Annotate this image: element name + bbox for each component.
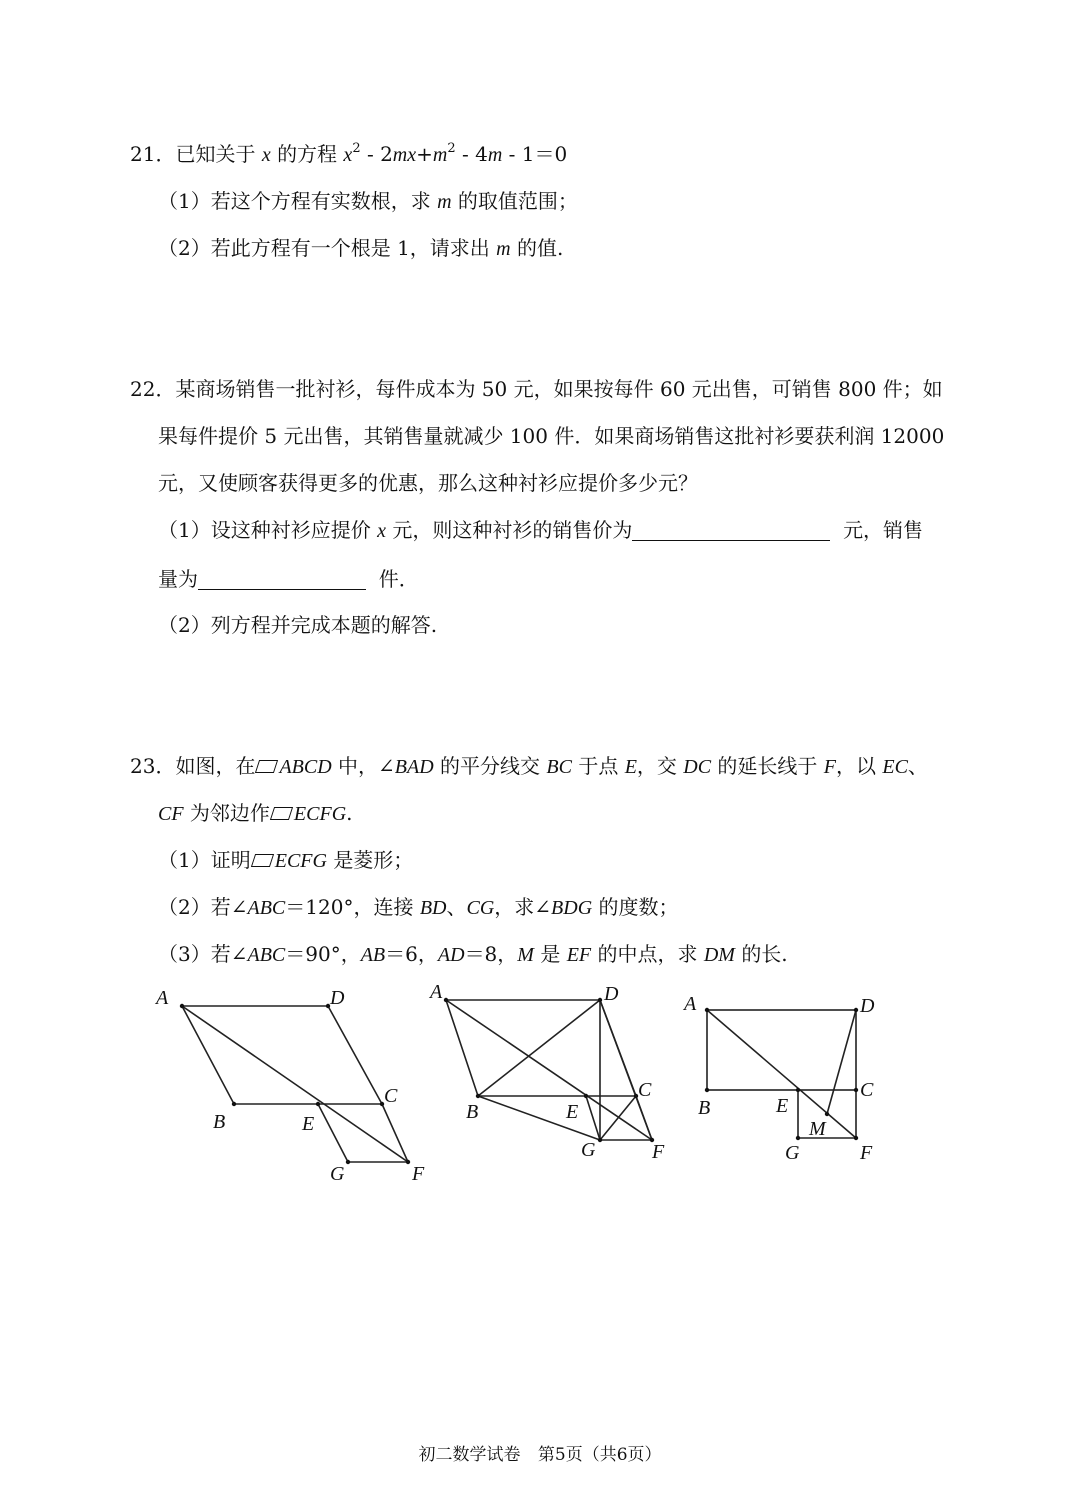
parallelogram-symbol bbox=[255, 760, 278, 773]
q23-part1: （1）证明 ECFG 是菱形； bbox=[158, 848, 414, 872]
q21-number: 21． bbox=[130, 142, 176, 166]
sale-price-blank[interactable] bbox=[632, 520, 830, 541]
page-footer bbox=[0, 1440, 1080, 1465]
parallelogram-abcd bbox=[446, 1000, 636, 1096]
label-e: E bbox=[566, 1101, 579, 1123]
label-f: F bbox=[860, 1142, 873, 1164]
q23-stem-line1: 23．如图，在 ABCD 中，∠BAD 的平分线交 BC 于点 E，交 DC 的延长线于 F，以 EC、 bbox=[130, 754, 928, 778]
label-b: B bbox=[213, 1111, 226, 1133]
bisector-af bbox=[182, 1006, 408, 1162]
label-e: E bbox=[776, 1095, 789, 1117]
figure-2 bbox=[425, 980, 675, 1174]
label-d: D bbox=[604, 983, 619, 1005]
q23-part3: （3）若∠ABC＝90°，AB＝6，AD＝8，M 是 EF 的中点，求 DM 的长. bbox=[158, 942, 788, 966]
segment-cg bbox=[600, 1096, 636, 1140]
q22-stem-line1: 22．某商场销售一批衬衫，每件成本为 50 元，如果按每件 60 元出售，可销售 800 件；如 bbox=[130, 377, 943, 401]
segment-cf bbox=[636, 1096, 652, 1140]
figure-1 bbox=[150, 980, 440, 1194]
label-e: E bbox=[302, 1113, 315, 1135]
label-d: D bbox=[860, 995, 875, 1017]
q23-part2: （2）若∠ABC＝120°，连接 BD、CG，求∠BDG 的度数； bbox=[158, 895, 679, 919]
figure-3-svg bbox=[680, 985, 890, 1165]
q21-equation: $x^2 - 2mx+m^2 - 4m - 1=0$ bbox=[343, 141, 568, 166]
label-a: A bbox=[684, 993, 697, 1015]
label-m: M bbox=[809, 1118, 826, 1140]
label-g: G bbox=[581, 1139, 596, 1161]
q22-stem-line2: 果每件提价 5 元出售，其销售量就减少 100 件．如果商场销售这批衬衫要获利润 12000 bbox=[158, 424, 945, 448]
bisector-af bbox=[707, 1010, 856, 1138]
q23-stem-line2: CF 为邻边作 ECFG. bbox=[158, 801, 353, 825]
segment-eg bbox=[318, 1104, 348, 1162]
diagonal-bd bbox=[478, 1000, 600, 1096]
parallelogram-symbol bbox=[251, 854, 274, 867]
parallelogram-symbol bbox=[270, 807, 293, 820]
label-a: A bbox=[430, 981, 443, 1003]
label-d: D bbox=[330, 987, 345, 1009]
footer-title: 初二数学试卷 bbox=[418, 1445, 521, 1465]
label-c: C bbox=[860, 1079, 874, 1101]
q21-part1: （1）若这个方程有实数根，求 m 的取值范围； bbox=[158, 189, 578, 213]
figure-2-svg bbox=[425, 980, 675, 1170]
q22-part1: （1）设这种衬衫应提价 x 元，则这种衬衫的销售价为 元，销售 bbox=[158, 518, 924, 542]
figure-3 bbox=[680, 985, 890, 1169]
label-c: C bbox=[638, 1079, 652, 1101]
label-f: F bbox=[412, 1163, 425, 1185]
label-g: G bbox=[330, 1163, 345, 1185]
q21-stem: 21．已知关于 x 的方程 $x^2 - 2mx+m^2 - 4m - 1=0$ bbox=[130, 141, 568, 166]
q21-part2: （2）若此方程有一个根是 1，请求出 m 的值. bbox=[158, 236, 564, 260]
q23-number: 23． bbox=[130, 754, 176, 778]
q22-number: 22． bbox=[130, 377, 176, 401]
label-a: A bbox=[156, 987, 169, 1009]
footer-page-number: 第5页（共6页） bbox=[537, 1445, 662, 1465]
sales-volume-blank[interactable] bbox=[198, 569, 366, 590]
parallelogram-abcd bbox=[182, 1006, 382, 1104]
label-b: B bbox=[466, 1101, 479, 1123]
rectangle-abcd bbox=[707, 1010, 856, 1090]
q22-stem-line3: 元，又使顾客获得更多的优惠，那么这种衬衫应提价多少元？ bbox=[158, 471, 698, 495]
label-g: G bbox=[785, 1142, 800, 1164]
figure-1-svg bbox=[150, 980, 440, 1190]
label-c: C bbox=[384, 1085, 398, 1107]
q22-part2: （2）列方程并完成本题的解答. bbox=[158, 613, 438, 637]
q22-part1-cont: 量为 件． bbox=[158, 567, 419, 591]
segment-dm bbox=[827, 1010, 856, 1114]
label-b: B bbox=[698, 1097, 711, 1119]
label-f: F bbox=[652, 1141, 665, 1163]
segment-bg bbox=[478, 1096, 600, 1140]
